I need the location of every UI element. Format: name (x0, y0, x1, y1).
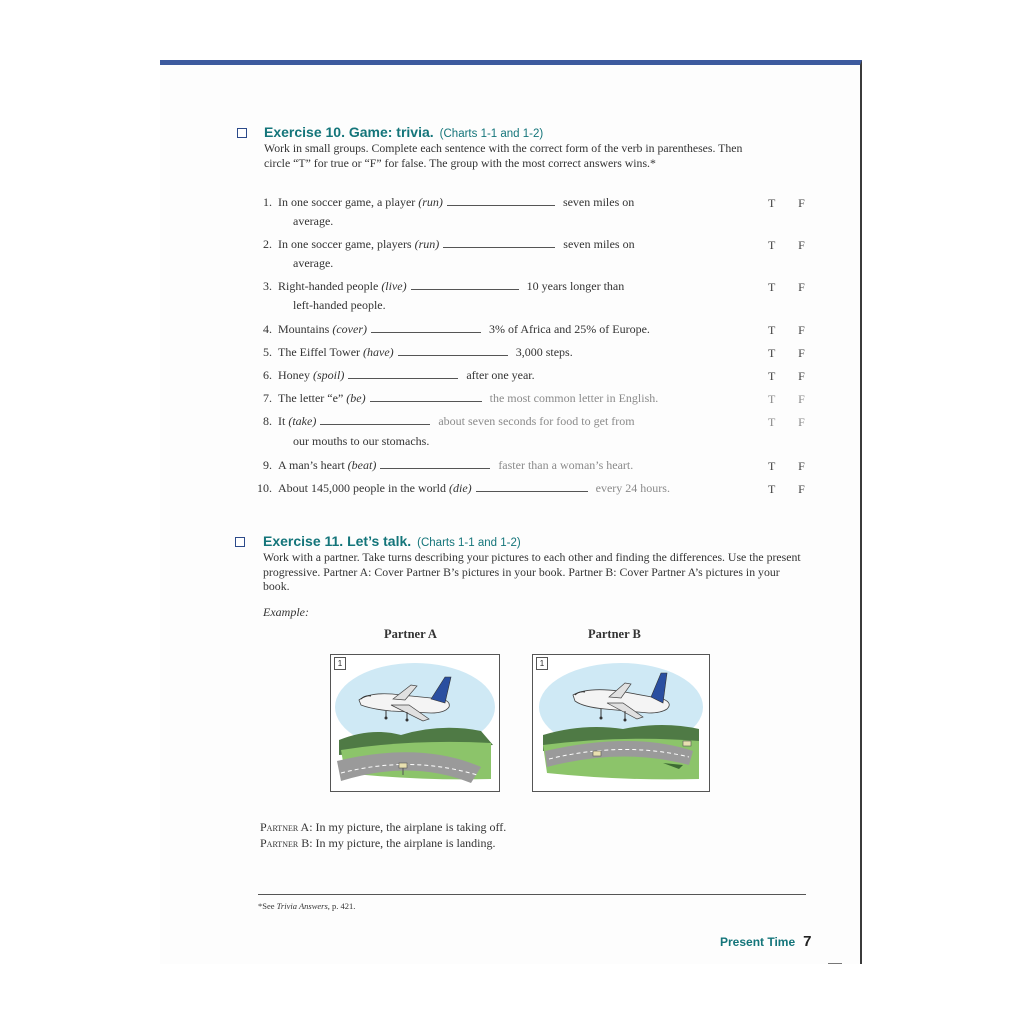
trivia-item-4: 4. Mountains (cover) 3% of Africa and 25% of Europe. (263, 322, 650, 336)
example-label: Example: (263, 605, 309, 619)
exercise-11-title: Exercise 11. Let’s talk. (263, 533, 412, 549)
answer-blank-10[interactable] (476, 481, 588, 492)
true-false-choice-3[interactable]: T F (768, 280, 815, 294)
page-footer (720, 933, 812, 950)
true-false-choice-2[interactable]: T F (768, 238, 815, 252)
answer-blank-5[interactable] (398, 345, 508, 356)
trivia-item-8-continuation: our mouths to our stomachs. (293, 434, 430, 448)
exercise-11-heading (263, 533, 521, 549)
trivia-item-3: 3. Right-handed people (live) 10 years longer than (263, 279, 625, 293)
answer-blank-7[interactable] (370, 391, 482, 402)
picture-number-b: 1 (536, 657, 548, 670)
answer-blank-6[interactable] (348, 368, 458, 379)
true-false-choice-6[interactable]: T F (768, 369, 815, 383)
trivia-item-2-continuation: average. (293, 256, 334, 270)
trivia-item-6: 6. Honey (spoil) after one year. (263, 368, 535, 382)
page-corner-mark (828, 963, 842, 964)
exercise-10-heading (264, 124, 543, 140)
true-false-choice-7[interactable]: T F (768, 392, 815, 406)
trivia-item-7: 7. The letter “e” (be) the most common letter in English. (263, 391, 659, 405)
answer-blank-8[interactable] (320, 414, 430, 425)
footer-section-title: Present Time (720, 935, 796, 949)
answer-blank-3[interactable] (411, 279, 519, 290)
example-dialog-line-b: Partner B: In my picture, the airplane is landing. (260, 836, 496, 850)
exercise-10-chart-ref: (Charts 1-1 and 1-2) (439, 128, 544, 140)
partner-b-label: Partner B (588, 627, 641, 641)
picture-number-a: 1 (334, 657, 346, 670)
example-dialog-line-a: Partner A: In my picture, the airplane is taking off. (260, 820, 507, 834)
trivia-item-5: 5. The Eiffel Tower (have) 3,000 steps. (263, 345, 573, 359)
trivia-item-10: 10. About 145,000 people in the world (die) every 24 hours. (257, 481, 670, 495)
trivia-item-1-continuation: average. (293, 214, 334, 228)
exercise-11-chart-ref: (Charts 1-1 and 1-2) (417, 537, 521, 549)
partner-a-label: Partner A (384, 627, 437, 641)
footnote: *See Trivia Answers, p. 421. (258, 901, 356, 911)
partner-a-picture (330, 654, 500, 792)
true-false-choice-9[interactable]: T F (768, 459, 815, 473)
true-false-choice-10[interactable]: T F (768, 482, 815, 496)
true-false-choice-1[interactable]: T F (768, 196, 815, 210)
page-number: 7 (803, 933, 812, 950)
answer-blank-1[interactable] (447, 195, 555, 206)
trivia-item-8: 8. It (take) about seven seconds for food to get from (263, 414, 635, 428)
exercise-10-checkbox[interactable] (237, 128, 247, 138)
exercise-11-instructions: Work with a partner. Take turns describing your pictures to each other and finding the differences. Use the present progressive. Partner A: Cover Partner B’s pictures in your book. Partner B: Cover Partner A’s pictures in your book. (263, 550, 801, 594)
answer-blank-9[interactable] (380, 458, 490, 469)
partner-b-picture (532, 654, 710, 792)
true-false-choice-5[interactable]: T F (768, 346, 815, 360)
trivia-item-2: 2. In one soccer game, players (run) seven miles on (263, 237, 635, 251)
true-false-choice-4[interactable]: T F (768, 323, 815, 337)
airplane-takeoff-illustration (331, 655, 499, 791)
exercise-11-checkbox[interactable] (235, 537, 245, 547)
exercise-10-instructions: Work in small groups. Complete each sentence with the correct form of the verb in parentheses. Then circle “T” for true or “F” for false. The group with the most correct answers wins.* (264, 141, 743, 170)
answer-blank-2[interactable] (443, 237, 555, 248)
trivia-item-1: 1. In one soccer game, a player (run) seven miles on (263, 195, 635, 209)
true-false-choice-8[interactable]: T F (768, 415, 815, 429)
trivia-item-9: 9. A man’s heart (beat) faster than a woman’s heart. (263, 458, 634, 472)
textbook-page (160, 60, 862, 964)
exercise-10-title: Exercise 10. Game: trivia. (264, 124, 434, 140)
airplane-landing-illustration (533, 655, 709, 791)
trivia-item-3-continuation: left-handed people. (293, 298, 386, 312)
answer-blank-4[interactable] (371, 322, 481, 333)
footnote-rule (258, 894, 806, 895)
